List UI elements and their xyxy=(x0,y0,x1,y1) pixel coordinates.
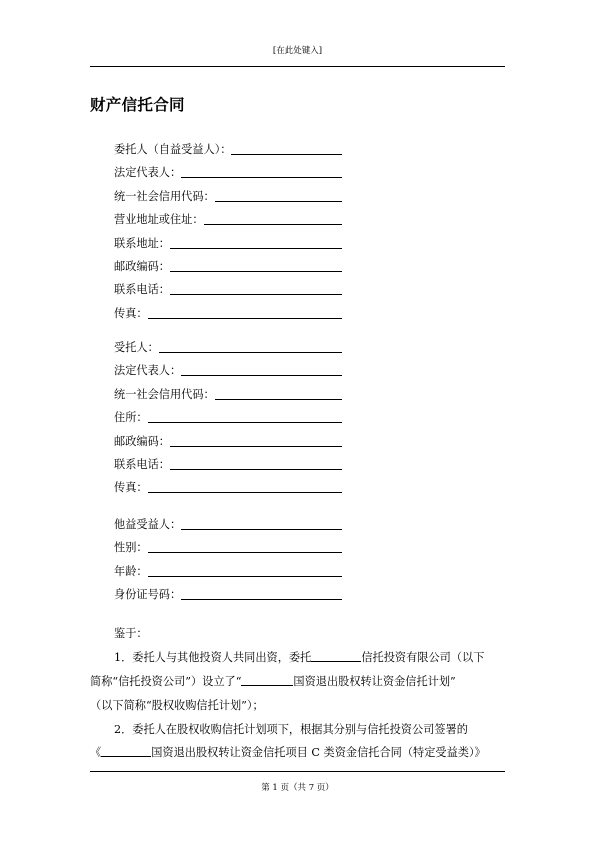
fill-blank[interactable] xyxy=(311,651,361,662)
trustee-field-label: 受托人： xyxy=(114,341,159,354)
page-footer: 第 1 页（共 7 页） xyxy=(261,783,334,793)
trustor-field-label: 委托人（自益受益人）： xyxy=(114,143,232,156)
recital-heading: 鉴于： xyxy=(114,627,148,640)
beneficiary-field-label: 他益受益人： xyxy=(114,518,182,531)
beneficiary-field xyxy=(114,563,342,579)
beneficiary-field-input-line[interactable] xyxy=(181,528,342,530)
recital-paragraph-1-line-2 xyxy=(90,675,456,689)
trustor-field-input-line[interactable] xyxy=(170,247,342,249)
beneficiary-field xyxy=(114,539,342,555)
trustor-field xyxy=(114,235,342,251)
trustee-field xyxy=(114,362,342,378)
trustor-field-input-line[interactable] xyxy=(170,270,342,272)
recital-text: 国资退出股权转让资金信托项目 C 类资金信托合同（特定受益类）》 xyxy=(151,746,486,759)
trustor-field-label: 统一社会信用代码： xyxy=(114,189,215,203)
header-divider xyxy=(90,66,505,67)
trustor-field xyxy=(114,281,342,297)
recital-text: 国资退出股权转让资金信托计划” xyxy=(293,675,456,688)
trustor-field-label: 邮政编码： xyxy=(114,260,170,273)
recital-paragraph-2-line-1: 2．委托人在股权收购信托计划项下，根据其分别与信托投资公司签署的 xyxy=(114,723,468,736)
trustor-field-label: 法定代表人： xyxy=(114,166,182,180)
trustee-field-input-line[interactable] xyxy=(170,445,342,447)
trustee-field-input-line[interactable] xyxy=(148,421,342,423)
recital-text: 简称“信托投资公司”）设立了“ xyxy=(90,675,242,688)
beneficiary-field-label: 身份证号码： xyxy=(114,588,182,602)
trustor-field xyxy=(114,258,342,274)
trustee-field xyxy=(114,479,342,495)
trustee-field xyxy=(114,456,342,472)
trustor-field-label: 联系电话： xyxy=(114,283,170,297)
trustee-field xyxy=(114,339,342,355)
footer-divider xyxy=(90,771,505,772)
trustee-field xyxy=(114,386,342,402)
recital-paragraph-1-line-3: （以下简称“股权收购信托计划”）； xyxy=(90,699,264,712)
recital-paragraph-1-line-1 xyxy=(114,651,484,665)
recital-text: 1．委托人与其他投资人共同出资，委托 xyxy=(114,651,312,664)
trustee-field xyxy=(114,409,342,425)
trustee-field-input-line[interactable] xyxy=(159,351,342,353)
fill-blank[interactable] xyxy=(101,746,151,757)
trustee-field-label: 住所： xyxy=(114,411,148,425)
trustee-field-input-line[interactable] xyxy=(181,374,342,376)
trustor-field xyxy=(114,188,342,204)
trustor-field-input-line[interactable] xyxy=(148,317,342,319)
trustor-field xyxy=(114,141,342,157)
trustee-field-label: 邮政编码： xyxy=(114,434,170,448)
beneficiary-field-input-line[interactable] xyxy=(181,598,342,600)
trustor-field xyxy=(114,211,342,227)
trustor-field xyxy=(114,305,342,321)
recital-text: 《 xyxy=(90,746,102,759)
trustor-field-input-line[interactable] xyxy=(231,153,342,155)
trustor-field-input-line[interactable] xyxy=(170,293,342,295)
recital-text: 信托投资有限公司（以下 xyxy=(361,651,485,664)
trustor-field-input-line[interactable] xyxy=(181,176,342,178)
beneficiary-field-label: 年龄： xyxy=(114,564,148,578)
fill-blank[interactable] xyxy=(241,675,293,686)
beneficiary-field-input-line[interactable] xyxy=(148,575,342,577)
page-header: [在此处键入] xyxy=(272,46,323,56)
trustee-field-label: 传真： xyxy=(114,481,148,495)
trustee-field-input-line[interactable] xyxy=(148,491,342,493)
trustor-field xyxy=(114,164,342,180)
trustee-field-input-line[interactable] xyxy=(170,468,342,470)
trustor-field-label: 联系地址： xyxy=(114,236,170,250)
trustee-field-input-line[interactable] xyxy=(215,398,342,400)
trustor-field-input-line[interactable] xyxy=(215,200,342,202)
trustor-field-label: 传真： xyxy=(114,306,148,320)
beneficiary-field xyxy=(114,586,342,602)
recital-paragraph-2-line-2 xyxy=(90,746,486,760)
beneficiary-field-input-line[interactable] xyxy=(148,551,342,553)
trustee-field xyxy=(114,433,342,449)
beneficiary-field xyxy=(114,516,342,532)
trustee-field-label: 联系电话： xyxy=(114,458,170,471)
trustee-field-label: 法定代表人： xyxy=(114,364,182,378)
trustor-field-label: 营业地址或住址： xyxy=(114,213,204,227)
trustor-field-input-line[interactable] xyxy=(204,223,342,225)
trustee-field-label: 统一社会信用代码： xyxy=(114,387,215,401)
beneficiary-field-label: 性别： xyxy=(114,541,148,555)
document-title: 财产信托合同 xyxy=(90,96,185,114)
